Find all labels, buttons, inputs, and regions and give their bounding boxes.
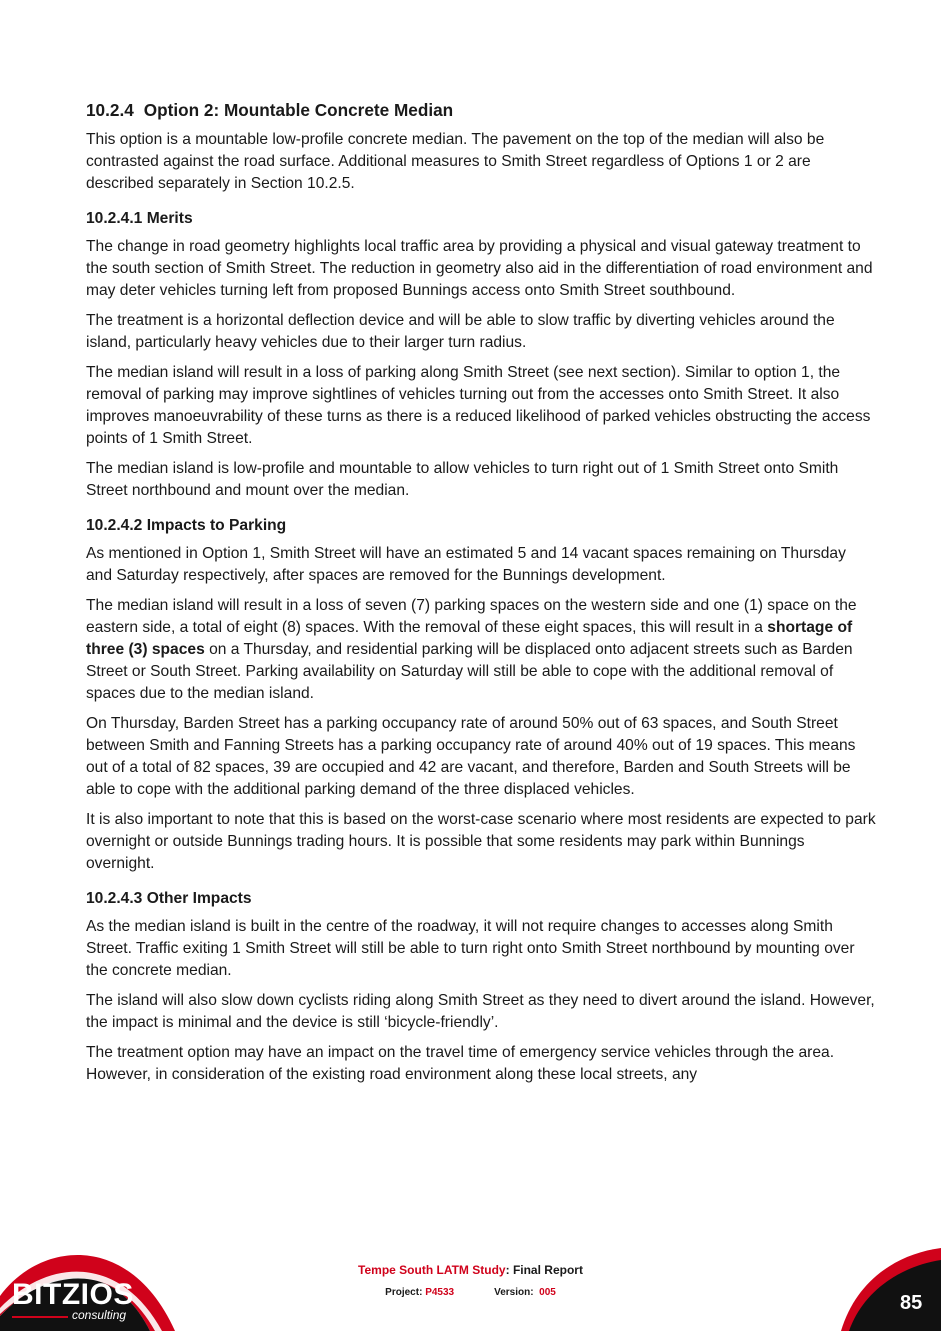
merits-paragraph-2: The treatment is a horizontal deflection device and will be able to slow traffic by diverting vehicles around the island, particularly heavy vehicles due to their larger turn radius. bbox=[86, 312, 835, 351]
merits-heading: 10.2.4.1 Merits bbox=[86, 210, 193, 227]
merits-paragraph-1: The change in road geometry highlights local traffic area by providing a physical and visual gateway treatment to the south section of Smith Street. The reduction in geometry also aid in the differentiation of road environment and may deter vehicles turning left from proposed Bunnings access onto Smith Street southbound. bbox=[86, 238, 873, 299]
page-number: 85 bbox=[900, 1292, 923, 1314]
logo-underline bbox=[12, 1316, 68, 1318]
parking-heading: 10.2.4.2 Impacts to Parking bbox=[86, 517, 287, 534]
parking-p2-end: on a Thursday, and residential parking will be displaced onto adjacent streets such as Barden Street or South Street. Parking availability on Saturday will still be able to cope with the additional removal of spaces due to the median island. bbox=[86, 641, 853, 702]
merits-paragraph-4: The median island is low-profile and mountable to allow vehicles to turn right out of 1 Smith Street onto Smith Street northbound and mount over the median. bbox=[86, 460, 839, 499]
section-number: 10.2.4 bbox=[86, 100, 134, 120]
footer-study-name: Tempe South LATM Study bbox=[358, 1263, 506, 1277]
other-impacts-heading: 10.2.4.3 Other Impacts bbox=[86, 890, 252, 907]
footer-report-type: Final Report bbox=[512, 1263, 583, 1277]
version-value: 005 bbox=[539, 1287, 556, 1298]
parking-paragraph-4: It is also important to note that this is based on the worst-case scenario where most residents are expected to park overnight or outside Bunnings trading hours. It is possible that some residents may park within Bunnings overnight. bbox=[86, 811, 876, 872]
merits-paragraph-3: The median island will result in a loss of parking along Smith Street (see next section). Similar to option 1, the removal of parking may improve sightlines of vehicles turning out from the accesses onto Smith Street. It also improves manoeuvrability of these turns as there is a reduced likelihood of parked vehicles obstructing the access points of 1 Smith Street. bbox=[86, 364, 871, 447]
footer-colon: : bbox=[505, 1263, 510, 1277]
page-content bbox=[86, 98, 876, 1094]
other-paragraph-1: As the median island is built in the centre of the roadway, it will not require changes to accesses along Smith Street. Traffic exiting 1 Smith Street will still be able to turn right onto Smith Street northbound by mounting over the concrete median. bbox=[86, 918, 855, 979]
parking-shortage-emphasis: shortage of three (3) spaces bbox=[86, 619, 853, 658]
parking-p2-start: The median island will result in a loss of seven (7) parking spaces on the western side and one (1) space on the eastern side, a total of eight (8) spaces. With the removal of these eight spaces, this will result in a bbox=[86, 597, 857, 636]
section-heading bbox=[86, 98, 876, 122]
footer-info bbox=[0, 1262, 941, 1298]
other-paragraph-2: The island will also slow down cyclists riding along Smith Street as they need to divert around the island. However, the impact is minimal and the device is still ‘bicycle-friendly’. bbox=[86, 992, 875, 1031]
logo-tagline: consulting bbox=[72, 1308, 127, 1322]
version-label: Version: bbox=[494, 1287, 534, 1298]
parking-paragraph-3: On Thursday, Barden Street has a parking occupancy rate of around 50% out of 63 spaces, and South Street between Smith and Fanning Streets has a parking occupancy rate of around 40% out of 19 spaces. This means out of a total of 82 spaces, 39 are occupied and 42 are vacant, and therefore, Barden and South Streets will be able to cope with the additional parking demand of the three displaced vehicles. bbox=[86, 715, 856, 798]
logo-wordmark: BITZIOS bbox=[12, 1278, 134, 1311]
parking-paragraph-1: As mentioned in Option 1, Smith Street will have an estimated 5 and 14 vacant spaces remaining on Thursday and Saturday respectively, after spaces are removed for the Bunnings development. bbox=[86, 545, 846, 584]
parking-paragraph-2 bbox=[86, 595, 876, 705]
section-title: Option 2: Mountable Concrete Median bbox=[143, 100, 454, 120]
page-number-tab bbox=[841, 1246, 941, 1331]
other-paragraph-3: The treatment option may have an impact on the travel time of emergency service vehicles through the area. However, in consideration of the existing road environment along these local streets, any bbox=[86, 1044, 835, 1083]
intro-paragraph: This option is a mountable low-profile concrete median. The pavement on the top of the median will also be contrasted against the road surface. Additional measures to Smith Street regardless of Options 1 or 2 are described separately in Section 10.2.5. bbox=[86, 131, 825, 192]
footer-meta bbox=[0, 1287, 941, 1298]
footer-title bbox=[0, 1262, 941, 1278]
project-label: Project: bbox=[385, 1287, 423, 1298]
project-value: P4533 bbox=[425, 1287, 455, 1298]
